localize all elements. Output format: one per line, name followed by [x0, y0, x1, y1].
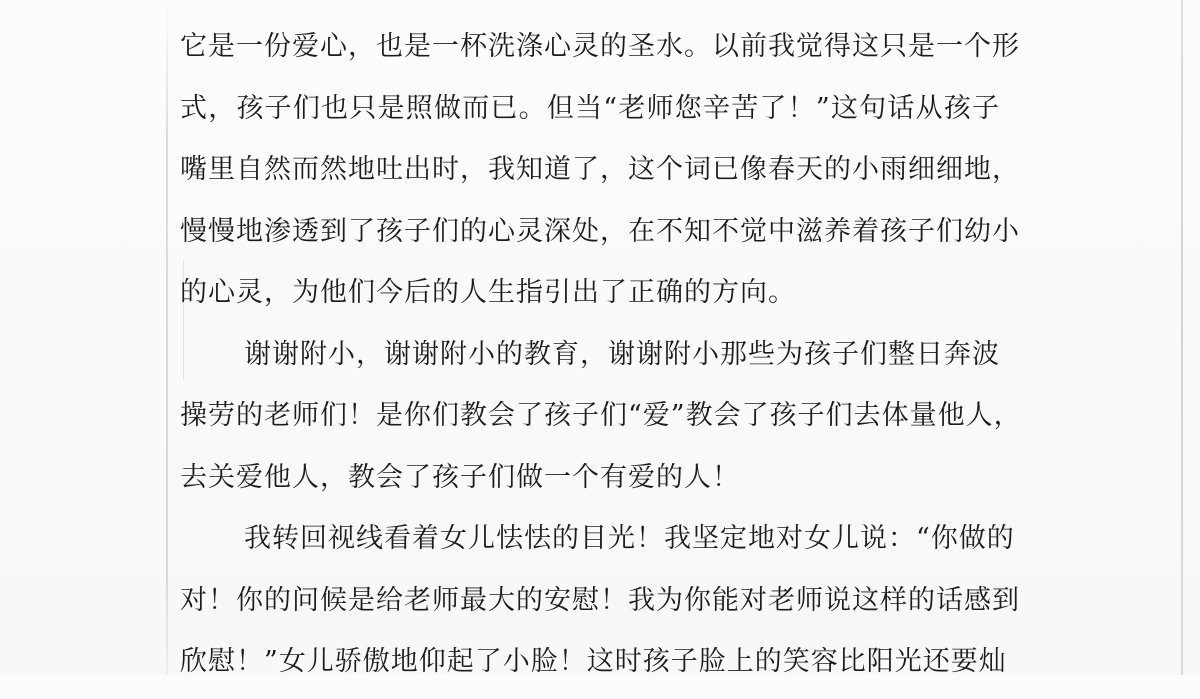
text-line: 去关爱他人，教会了孩子们做一个有爱的人！	[180, 461, 740, 493]
text-line: 式，孩子们也只是照做而已。但当“老师您辛苦了！”这句话从孩子	[180, 92, 1000, 124]
text-line: 操劳的老师们！是你们教会了孩子们“爱”教会了孩子们去体量他人，	[180, 400, 1022, 431]
text-line: 它是一份爱心，也是一杯洗涤心灵的圣水。以前我觉得这只是一个形	[180, 31, 1020, 62]
text-line: 我转回视线看着女儿怯怯的目光！我坚定地对女儿说：“你做的	[244, 523, 1015, 554]
page-fold-right	[1181, 0, 1183, 675]
text-line: 欣慰！”女儿骄傲地仰起了小脸！这时孩子脸上的笑容比阳光还要灿	[180, 646, 1007, 677]
text-line: 慢慢地渗透到了孩子们的心灵深处，在不知不觉中滋养着孩子们幼小	[180, 215, 1020, 247]
text-line: 的心灵，为他们今后的人生指引出了正确的方向。	[180, 277, 796, 308]
text-line: 谢谢附小，谢谢附小的教育，谢谢附小那些为孩子们整日奔波	[244, 338, 1000, 370]
text-line: 对！你的问候是给老师最大的安慰！我为你能对老师说这样的话感到	[180, 584, 1020, 616]
text-line: 嘴里自然而然地吐出时，我知道了，这个词已像春天的小雨细细地，	[180, 154, 1020, 185]
page-fold-left	[166, 0, 168, 675]
letter-body	[180, 22, 1022, 699]
